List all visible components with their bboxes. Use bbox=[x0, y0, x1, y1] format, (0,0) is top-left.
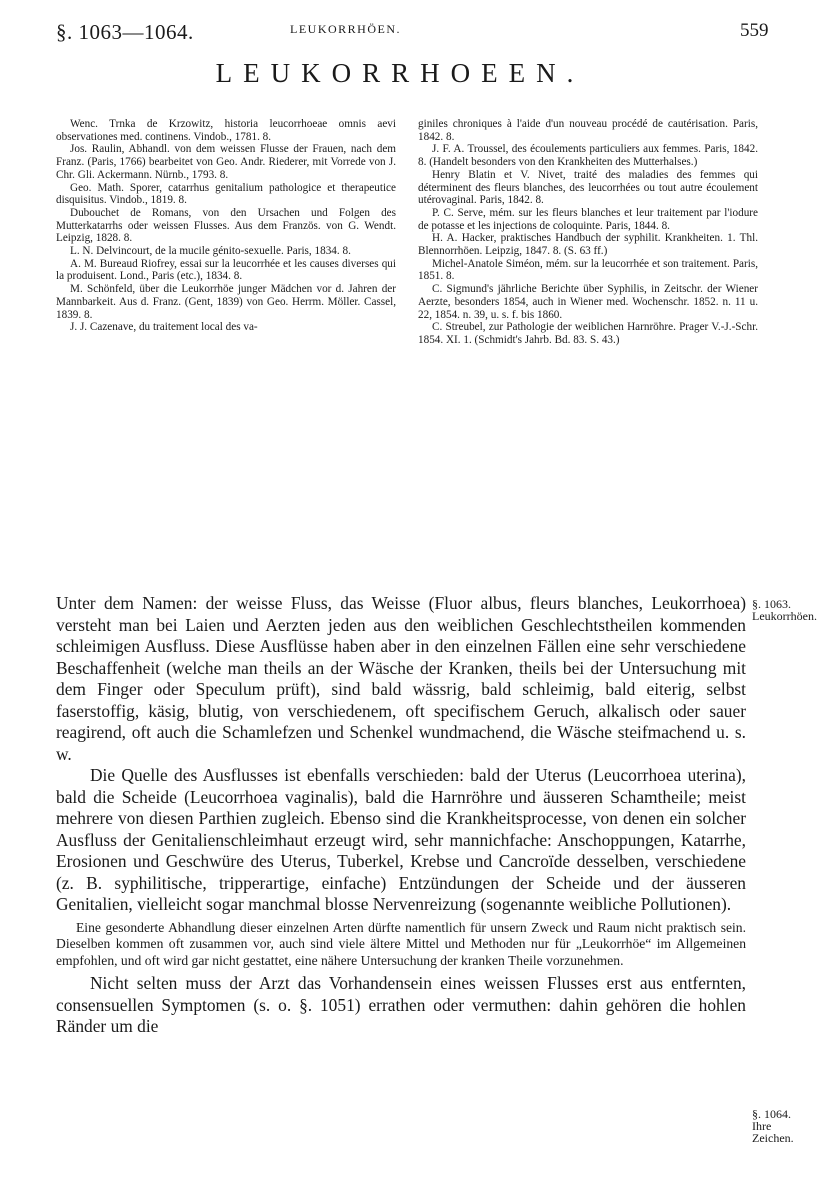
main-text bbox=[56, 593, 746, 1038]
bib-entry: Henry Blatin et V. Nivet, traité des maladies des femmes qui déterminent des fleurs blanches, des leucorrhées ou tout autre écoulement utérovaginal. Paris, 1842. 8. bbox=[418, 168, 758, 207]
bib-entry: Geo. Math. Sporer, catarrhus genitalium pathologice et therapeutice disquisitus. Vindob., 1819. 8. bbox=[56, 181, 396, 207]
bib-entry: J. J. Cazenave, du traitement local des va- bbox=[70, 321, 258, 334]
section-range: §. 1063—1064. bbox=[56, 20, 194, 44]
bib-entry: Dubouchet de Romans, von den Ursachen und Folgen des Mutterkatarrhs oder weissen Flusses. Aus dem Französ. von G. Wendt. Leipzig, 1828. 8. bbox=[56, 206, 396, 245]
margin-note: §. 1064. Ihre Zeichen. bbox=[752, 1107, 794, 1145]
small-print-paragraph: Eine gesonderte Abhandlung dieser einzelnen Arten dürfte namentlich für unsern Zweck und Raum nicht praktisch sein. Dieselben kommen oft zusammen vor, auch sind viele ältere Mittel und Methoden nur für „Leukorrhöe“ im Allgemeinen empfohlen, und oft wird gar nicht gestattet, eine nähere Untersuchung der kranken Theile vorzunehmen. bbox=[56, 919, 746, 968]
bib-entry: C. Streubel, zur Pathologie der weiblichen Harnröhre. Prager V.-J.-Schr. 1854. XI. 1. (Schmidt's Jahrb. Bd. 83. S. 43.) bbox=[418, 321, 758, 346]
bib-entry: giniles chroniques à l'aide d'un nouveau procédé de cautérisation. Paris, 1842. 8. bbox=[418, 118, 758, 143]
chapter-title: LEUKORRHOEEN. bbox=[215, 58, 585, 88]
bib-entry: C. Sigmund's jährliche Berichte über Syphilis, in Zeitschr. der Wiener Aerzte, besonders 1854, auch in Wiener med. Wochenschr. 1852. n. 11 u. 22, 1854. n. 39, u. s. f. bis 1860. bbox=[418, 283, 758, 321]
running-title: LEUKORRHÖEN. bbox=[290, 22, 401, 36]
bib-entry: M. Schönfeld, über die Leukorrhöe junger Mädchen vor d. Jahren der Mannbarkeit. Aus d. Franz. (Gent, 1839) von Geo. Herrm. Möller. Cassel, 1839. 8. bbox=[56, 283, 396, 321]
bib-entry: L. N. Delvincourt, de la mucile génito-sexuelle. Paris, 1834. 8. bbox=[70, 245, 351, 258]
body-paragraph: Die Quelle des Ausflusses ist ebenfalls verschieden: bald der Uterus (Leucorrhoea uterina), bald die Scheide (Leucorrhoea vaginalis), bald die Harnröhre und äusseren Schamtheile; meist mehrere von diesen Parthien zugleich. Ebenso sind die Krankheitsprocesse, von denen ein solcher Ausfluss der Genitalienschleimhaut erzeugt wird, sehr mannichfache: Anschoppungen, Katarrhe, Erosionen und Geschwüre des Uterus, Tuberkel, Krebse und Cancroïde desselben, verschiedene (z. B. syphilitische, tripperartige, einfache) Entzündungen der Scheide und der äusseren Genitalien, vielleicht sogar manchmal blosse Nervenreizung (sogenannte weibliche Pollutionen). bbox=[56, 765, 746, 914]
bib-entry: Wenc. Trnka de Krzowitz, historia leucorrhoeae omnis aevi observationes med. continens. Vindob., 1781. 8. bbox=[56, 118, 396, 143]
margin-note: §. 1063. Leukorrhöen. bbox=[752, 597, 817, 623]
bib-entry: Michel-Anatole Siméon, mém. sur la leucorrhée et son traitement. Paris, 1851. 8. bbox=[418, 257, 758, 283]
bib-entry: A. M. Bureaud Riofrey, essai sur la leucorrhée et les causes diverses qui la produisent. Lond., Paris (etc.), 1834. 8. bbox=[56, 257, 396, 283]
page-number: 559 bbox=[740, 20, 769, 41]
bib-entry: H. A. Hacker, praktisches Handbuch der syphilit. Krankheiten. 1. Thl. Blennorrhöen. Leipzig, 1847. 8. (S. 63 ff.) bbox=[418, 232, 758, 258]
body-paragraph: Nicht selten muss der Arzt das Vorhandensein eines weissen Flusses erst aus entfernten, consensuellen Symptomen (s. o. §. 1051) errathen oder vermuthen: dahin gehören die hohlen Ränder um die bbox=[56, 973, 746, 1036]
bib-entry: Jos. Raulin, Abhandl. von dem weissen Flusse der Frauen, nach dem Franz. (Paris, 1766) bearbeitet von Geo. Andr. Riederer, mit Vorrede von J. Chr. Gli. Ackermann. Nürnb., 1793. 8. bbox=[56, 143, 396, 181]
body-paragraph: Unter dem Namen: der weisse Fluss, das Weisse (Fluor albus, fleurs blanches, Leukorrhoea) versteht man bei Laien und Aerzten jeden aus den weiblichen Geschlechtstheilen kommenden schleimigen Ausfluss. Diese Ausflüsse haben aber in den einzelnen Fällen eine sehr verschiedene Beschaffenheit (welche man theils an der Wäsche der Kranken, theils bei der Untersuchung mit dem Finger oder Speculum prüft), sind bald wässrig, bald schleimig, bald eiterig, selbst faserstoffig, käsig, blutig, von verschiedenem, oft specifischem Geruch, alkalisch oder sauer reagirend, oft auch die Schamlefzen und Schenkel wundmachend, die Wäsche steifmachend u. s. w. bbox=[56, 593, 746, 764]
bib-entry: J. F. A. Troussel, des écoulements particuliers aux femmes. Paris, 1842. 8. (Handelt besonders von den Krankheiten des Mutterhalses.) bbox=[418, 143, 758, 169]
bibliography-right-column bbox=[418, 118, 758, 347]
bibliography-left-column bbox=[56, 118, 396, 334]
bib-entry: P. C. Serve, mém. sur les fleurs blanches et leur traitement par l'iodure de potasse et les injections de coloquinte. Paris, 1844. 8. bbox=[418, 206, 758, 232]
